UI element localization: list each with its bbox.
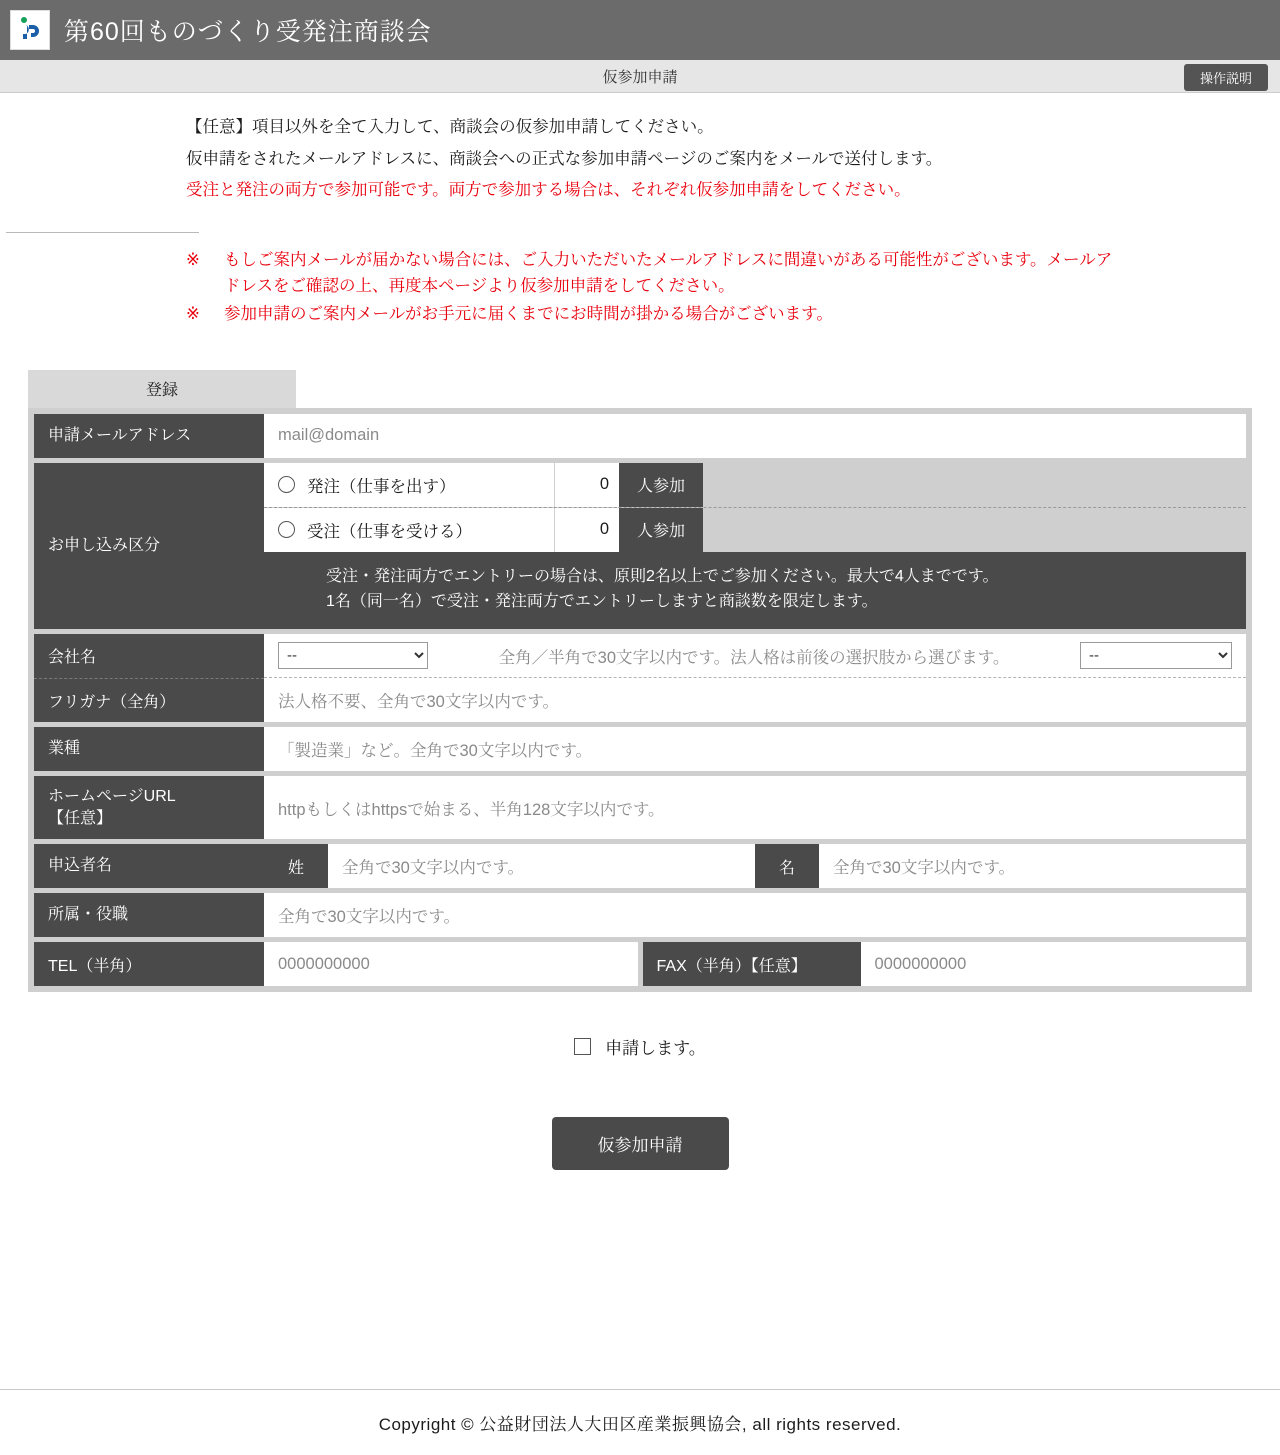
radio-label: 受注（仕事を受ける） [307,522,472,541]
submit-button[interactable]: 仮参加申請 [552,1117,729,1170]
category-note-line-1: 受注・発注両方でエントリーの場合は、原則2名以上でご参加ください。最大で4人までです。 [326,567,999,585]
note-mark: ※ [186,305,200,324]
radio-order-in[interactable] [264,508,554,552]
submit-row [0,1117,1280,1170]
field-row-category [34,463,1246,629]
field-row-industry [34,727,1246,771]
intro-block [0,93,1280,204]
site-footer [0,1389,1280,1455]
category-row-filler [703,508,1246,552]
furigana-placeholder: 法人格不要、全角で30文字以内です。 [278,693,560,712]
company-hint: 全角／半角で30文字以内です。法人格は前後の選択肢から選びます。 [498,648,1010,667]
help-button[interactable]: 操作説明 [1184,64,1268,91]
site-logo [10,10,50,50]
form-panel [28,408,1252,992]
intro-line-3: 受注と発注の両方で参加可能です。両方で参加する場合は、それぞれ仮参加申請をしてください。 [186,181,911,200]
note-text: 参加申請のご案内メールがお手元に届くまでにお時間が掛かる場合がございます。 [224,305,833,324]
registration-form [28,370,1252,992]
radio-order-out[interactable] [264,463,554,507]
notes-block [0,247,1280,328]
field-row-email [34,414,1246,458]
first-name-input[interactable] [819,844,1246,888]
company-suffix-select[interactable] [1080,642,1232,669]
page-title: 第60回ものづくり受発注商談会 [64,18,432,46]
note-item [186,301,1280,327]
label-homepage-line-2: 【任意】 [48,809,113,827]
intro-line-2: 仮申請をされたメールアドレスに、商談会への正式な参加申請ページのご案内をメールで送付します。 [186,149,943,168]
homepage-placeholder: httpもしくはhttpsで始まる、半角128文字以内です。 [278,800,665,819]
affiliation-placeholder: 全角で30文字以内です。 [278,908,461,927]
sub-header [0,60,1280,93]
radio-label: 発注（仕事を出す） [307,477,456,496]
label-homepage-line-1: ホームページURL [48,788,176,806]
label-last-name: 姓 [264,844,328,888]
field-row-company [34,634,1246,722]
email-placeholder: mail@domain [278,426,380,445]
unit-order-out: 人参加 [619,463,703,507]
label-furigana: フリガナ（全角） [48,693,176,711]
confirm-checkbox-icon[interactable] [574,1038,591,1055]
tab-strip [28,370,1252,408]
field-row-tel-fax [34,942,1246,986]
field-row-affiliation [34,893,1246,937]
last-name-placeholder: 全角で30文字以内です。 [342,859,525,878]
confirm-label: 申請します。 [605,1039,706,1059]
count-input-order-in[interactable]: 0 [554,508,619,552]
company-prefix-select[interactable] [278,642,428,669]
homepage-input[interactable] [264,776,1246,839]
tab-strip-filler [296,370,1252,408]
count-input-order-out[interactable]: 0 [554,463,619,507]
label-fax: FAX（半角）【任意】 [643,942,861,986]
fax-input[interactable] [861,942,1247,986]
field-row-homepage [34,776,1246,839]
category-block [264,463,1246,629]
label-stack-company [34,634,264,722]
category-option-row [264,508,1246,552]
category-note [264,552,1246,629]
company-fields [264,634,1246,722]
industry-input[interactable] [264,727,1246,771]
fax-placeholder: 0000000000 [874,954,967,973]
email-input[interactable] [264,414,1246,458]
label-email: 申請メールアドレス [34,414,264,458]
radio-icon[interactable] [278,521,295,538]
site-header [0,0,1280,60]
label-first-name: 名 [755,844,819,888]
industry-placeholder: 「製造業」など。全角で30文字以内です。 [278,742,593,761]
unit-order-in: 人参加 [619,508,703,552]
tel-placeholder: 0000000000 [278,954,370,973]
affiliation-input[interactable] [264,893,1246,937]
label-company: 会社名 [34,634,264,679]
note-text: もしご案内メールが届かない場合には、ご入力いただいたメールアドレスに間違いがある可能性がございます。メールアドレスをご確認の上、再度本ページより仮参加申請をしてください。 [224,250,1113,296]
label-tel: TEL（半角） [34,942,264,986]
furigana-input[interactable] [264,678,1246,722]
label-affiliation: 所属・役職 [34,893,264,937]
note-item [186,247,1280,300]
label-homepage [34,776,264,839]
intro-line-1: 【任意】項目以外を全て入力して、商談会の仮参加申請してください。 [186,118,714,136]
copyright-text: Copyright © 公益財団法人大田区産業振興協会, all rights reserved. [378,1415,902,1434]
fax-group [643,942,1247,986]
radio-icon[interactable] [278,476,295,493]
tab-register[interactable]: 登録 [28,370,296,408]
label-industry: 業種 [34,727,264,771]
note-mark: ※ [186,250,200,269]
tel-group [34,942,638,986]
sub-header-title: 仮参加申請 [602,68,678,86]
confirm-row[interactable] [0,1034,1280,1059]
label-applicant: 申込者名 [34,844,264,888]
category-option-row [264,463,1246,508]
tel-input[interactable] [264,942,638,986]
company-name-line [264,634,1246,678]
category-row-filler [703,463,1246,507]
field-row-applicant [34,844,1246,888]
label-category: お申し込み区分 [34,463,264,629]
divider [6,232,199,233]
last-name-input[interactable] [328,844,755,888]
first-name-placeholder: 全角で30文字以内です。 [833,859,1016,878]
category-note-line-2: 1名（同一名）で受注・発注両方でエントリーしますと商談数を限定します。 [326,593,878,611]
p-mark-logo-icon [15,15,45,45]
